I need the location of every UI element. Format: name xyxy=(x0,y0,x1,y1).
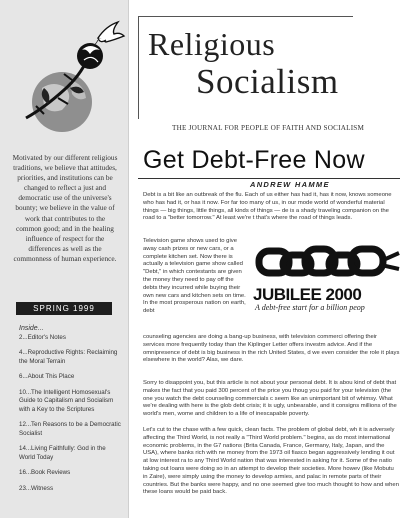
article-paragraph: counseling agencies are doing a bang-up business, with television commerci offering their services more frequently today than the Kiplinger Letter offers investm advice. And if the omnipresence of debt is big business in the rich United States, d we even consider the role it plays elsewhere in the world? Alas, we dare. xyxy=(143,334,400,364)
toc-item[interactable]: 12...Ten Reasons to be a Democratic Socialist xyxy=(19,421,121,437)
issue-season-label: SPRING 1999 xyxy=(16,302,112,315)
article-paragraph: Debt is a bit like an outbreak of the flu. Each of us either has had it, has it now, knows someone who has had it, or has it now. For far too many of us, in our mode world of wonderful material things — big things, little things, all kinds of things — de is a shady traveling companion on the road to a "better tomorrow." At least we're t that's where the road of things leads. xyxy=(143,192,392,222)
toc-item[interactable]: 10...The Intelligent Homosexual's Guide to Capitalism and Socialism with a Key to the Scriptures xyxy=(19,388,114,413)
toc-item[interactable]: 6...About This Place xyxy=(19,373,75,381)
jubilee-title: JUBILEE 2000 xyxy=(253,285,362,304)
column-divider xyxy=(128,0,129,518)
toc-item[interactable]: 2...Editor's Notes xyxy=(19,334,66,341)
article-paragraph: Sorry to disappoint you, but this article is not about your personal debt. It is abou kind of debt that makes the fact that you paid 300 percent of the price you thoug you paid for your television (the one you watch the debt counseling commercials c seem like an unimportant bit of whimsy. What we're dealing with here is the glob debt crisis; it is ugly, unbearable, and it consigns millions of the world's men, wome and children to a life of inescapable poverty. xyxy=(143,380,397,418)
masthead-title-line2: Socialism xyxy=(196,62,339,101)
jubilee-2000-logo xyxy=(253,243,400,312)
mission-statement: Motivated by our different religious traditions, we believe that attitudes, priorities, and institutions can be changed to reflect a just and democratic use of the universe's bounty; we believe in the value of work that contributes to the common good; and in the healing influence of respect for the differences as well as the commonness of human experience. xyxy=(12,153,118,263)
toc-item[interactable]: 14...Living Faithfully: God in the World Today xyxy=(19,445,106,461)
chain-links-icon xyxy=(253,243,400,283)
byline-rule xyxy=(138,178,400,179)
masthead-title-line1: Religious xyxy=(148,26,276,62)
toc-item[interactable]: 23...Witness xyxy=(19,484,54,492)
sidebar xyxy=(0,0,128,518)
article-paragraph: Television game shows used to give away cash prizes or new cars, or a complete kitchen set. Now there is actually a television game show called "Debt," in which contestants are given the money they need to pay off the debts they incurred while buying their own new cars and kitchen sets on time. In the most prosperous nation on earth, debt xyxy=(143,238,246,315)
article-paragraph: Let's cut to the chase with a few quick, clean facts. The problem of global debt, wh it is adversely affecting the Third World, is not really a "Third World problem." begins, as do most international economic problems, in the G7 nations (Brita Canada, France, Germany, Italy, Japan, and the USA), where banks rich with ne money from the 1973 oil fiasco began aggressively lending it out at low interest ra to any Third World nation that was interested in asking for it. Some of the natio taking out loans were doing so in an attempt to develop their societies. More howev (like Mobutu in Zaire), were simply using the money to develop armies, and palac in remote parts of their countries. But the banks were happy, and no one seemed give too much thought to how and when these loans would be paid back. xyxy=(143,427,399,496)
article-byline: ANDREW HAMME xyxy=(250,180,330,189)
dove-rose-globe-emblem xyxy=(14,18,126,136)
article-headline: Get Debt-Free Now xyxy=(143,146,365,174)
jubilee-slogan: A debt-free start for a billion peop xyxy=(255,303,365,312)
toc-item[interactable]: 4...Reproductive Rights: Reclaiming the Moral Terrain xyxy=(19,349,118,365)
masthead-tagline: THE JOURNAL FOR PEOPLE OF FAITH AND SOCIALISM xyxy=(172,124,365,132)
inside-heading: Inside... xyxy=(19,325,44,332)
table-of-contents xyxy=(19,334,123,500)
toc-item[interactable]: 16...Book Reviews xyxy=(19,469,71,477)
masthead xyxy=(138,16,400,134)
